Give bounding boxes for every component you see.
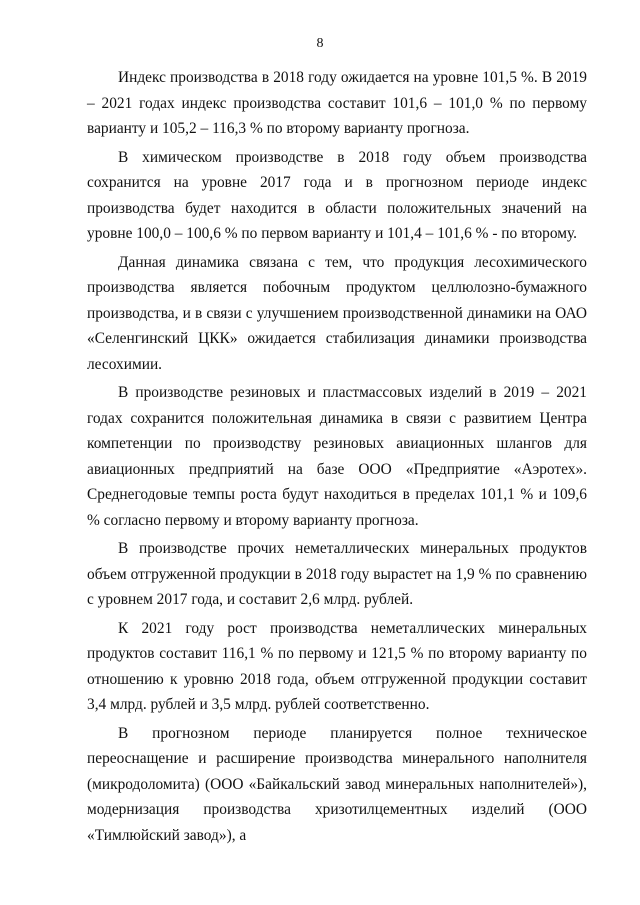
document-body <box>87 65 587 851</box>
paragraph-chemical-production: В химическом производстве в 2018 году объем производства сохранится на уровне 2017 года и в прогнозном периоде индекс производства будет находится в области положительных значений на уровне 100,0 – 100,6 % по первом варианту и 101,4 – 101,6 % - по второму. <box>87 148 587 242</box>
paragraph-production-index: Индекс производства в 2018 году ожидается на уровне 101,5 %. В 2019 – 2021 годах индекс производства составит 101,6 – 101,0 % по первому варианту и 105,2 – 116,3 % по второму варианту прогноза. <box>87 69 587 137</box>
paragraph-forecast-period: В прогнозном периоде планируется полное техническое переоснащение и расширение производства минерального наполнителя (микродоломита) (ООО «Байкальский завод минеральных наполнителей»), модернизация производства хризотилцементных изделий (ООО «Тимлюйский завод»), а <box>87 724 587 844</box>
paragraph-rubber-plastics: В производстве резиновых и пластмассовых изделий в 2019 – 2021 годах сохранится положительная динамика в связи с развитием Центра компетенции по производству резиновых авиационных шлангов для авиационных предприятий на базе ООО «Предприятие «Аэротех». Среднегодовые темпы роста будут находиться в пределах 101,1 % и 109,6 % согласно первому и второму варианту прогноза. <box>87 384 587 529</box>
paragraph-2021-growth: К 2021 году рост производства неметаллических минеральных продуктов составит 116,1 % по первому и 121,5 % по второму варианту по отношению к уровню 2018 года, объем отгруженной продукции составит 3,4 млрд. рублей и 3,5 млрд. рублей соответственно. <box>87 619 587 713</box>
paragraph-nonmetallic-minerals: В производстве прочих неметаллических минеральных продуктов объем отгруженной продукции в 2018 году вырастет на 1,9 % по сравнению с уровнем 2017 года, и составит 2,6 млрд. рублей. <box>87 540 587 608</box>
page-number: 8 <box>316 36 324 51</box>
paragraph-wood-chemistry: Данная динамика связана с тем, что продукция лесохимического производства является побочным продуктом целлюлозно-бумажного производства, и в связи с улучшением производственной динамики на ОАО «Селенгинский ЦКК» ожидается стабилизация динамики производства лесохимии. <box>87 253 587 373</box>
